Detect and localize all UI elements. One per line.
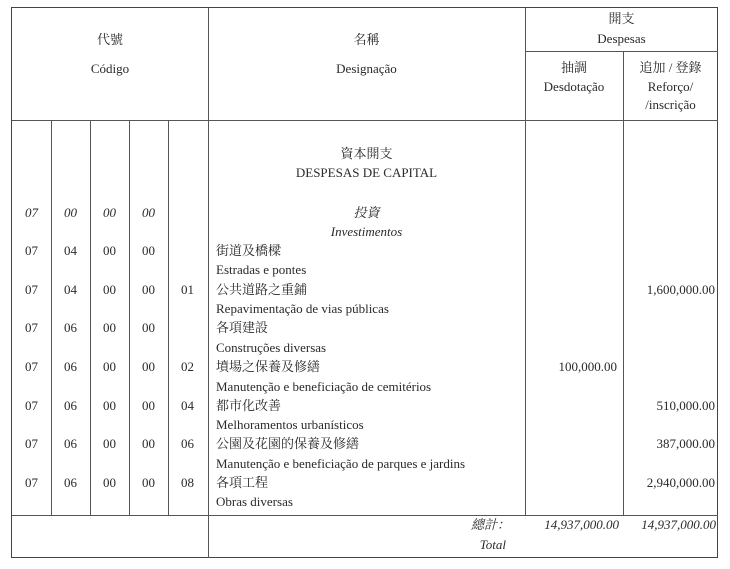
code-cell: 07 — [25, 359, 38, 374]
reforco-value: 1,600,000.00 — [646, 282, 715, 297]
reforco-header-zh: 追加 / 登錄 — [639, 60, 702, 75]
designacao-pt: Repavimentação de vias públicas — [216, 301, 389, 316]
despesas-header-zh: 開支 — [608, 11, 635, 26]
code-cell: 00 — [103, 359, 116, 374]
code-cell: 07 — [25, 320, 38, 335]
code-cell: 07 — [25, 475, 38, 490]
code-cell: 02 — [181, 359, 194, 374]
designacao-zh: 墳場之保養及修繕 — [216, 359, 321, 374]
designacao-zh: 公共道路之重鋪 — [216, 282, 308, 297]
code-col-divider — [90, 120, 91, 515]
code-cell: 04 — [64, 282, 77, 297]
designacao-zh: 街道及橋樑 — [216, 243, 282, 258]
section-title-pt: DESPESAS DE CAPITAL — [295, 165, 438, 180]
total-label-zh: 總計： — [470, 517, 510, 532]
designacao-pt: Estradas e pontes — [216, 262, 307, 277]
code-cell: 00 — [103, 320, 116, 335]
designacao-pt: Construções diversas — [216, 340, 327, 355]
code-col-divider — [129, 120, 130, 515]
code-col-divider — [168, 120, 169, 515]
total-desdotacao: 14,937,000.00 — [544, 517, 619, 532]
despesas-rule — [525, 51, 718, 52]
reforco-header-pt2: /inscrição — [645, 97, 696, 112]
desdotacao-header-pt: Desdotação — [543, 79, 605, 94]
designacao-pt: Manutenção e beneficiação de cemitérios — [216, 379, 432, 394]
code-cell: 00 — [142, 205, 155, 220]
desdotacao-header-zh: 抽調 — [560, 60, 587, 75]
code-cell: 00 — [103, 205, 116, 220]
code-cell: 07 — [25, 205, 38, 220]
code-cell: 00 — [103, 243, 116, 258]
section-title-zh: 資本開支 — [340, 146, 393, 161]
code-cell: 04 — [181, 398, 194, 413]
designacao-header-pt: Designação — [336, 61, 397, 76]
codigo-header-zh: 代號 — [96, 32, 123, 47]
code-cell: 00 — [142, 475, 155, 490]
code-cell: 06 — [181, 436, 194, 451]
code-cell: 01 — [181, 282, 194, 297]
code-cell: 00 — [103, 475, 116, 490]
col-divider — [208, 8, 209, 558]
code-cell: 04 — [64, 243, 77, 258]
code-cell: 00 — [103, 398, 116, 413]
designacao-zh: 各項建設 — [216, 320, 269, 335]
desdotacao-value: 100,000.00 — [558, 359, 617, 374]
reforco-value: 510,000.00 — [656, 398, 715, 413]
designacao-pt: Melhoramentos urbanísticos — [216, 417, 364, 432]
designacao-zh: 公園及花園的保養及修繕 — [216, 436, 360, 451]
designacao-zh: 投資 — [353, 205, 380, 220]
reforco-value: 387,000.00 — [656, 436, 715, 451]
codigo-header-pt: Código — [90, 61, 130, 76]
code-cell: 06 — [64, 359, 77, 374]
code-cell: 00 — [142, 243, 155, 258]
reforco-value: 2,940,000.00 — [646, 475, 715, 490]
total-label-pt: Total — [479, 537, 506, 552]
code-cell: 06 — [64, 320, 77, 335]
total-rule — [12, 515, 718, 516]
code-cell: 00 — [142, 282, 155, 297]
code-cell: 07 — [25, 243, 38, 258]
code-cell: 07 — [25, 398, 38, 413]
code-cell: 00 — [64, 205, 77, 220]
designacao-header-zh: 名稱 — [353, 32, 380, 47]
code-cell: 00 — [142, 436, 155, 451]
total-reforco: 14,937,000.00 — [641, 517, 716, 532]
code-cell: 00 — [103, 282, 116, 297]
designacao-zh: 各項工程 — [216, 475, 269, 490]
code-cell: 08 — [181, 475, 194, 490]
code-col-divider — [51, 120, 52, 515]
header-rule — [12, 120, 718, 121]
code-cell: 00 — [142, 359, 155, 374]
code-cell: 00 — [142, 320, 155, 335]
code-cell: 07 — [25, 436, 38, 451]
code-cell: 00 — [142, 398, 155, 413]
code-cell: 07 — [25, 282, 38, 297]
designacao-zh: 都市化改善 — [216, 398, 282, 413]
reforco-header-pt1: Reforço/ — [647, 79, 694, 94]
code-cell: 06 — [64, 398, 77, 413]
code-cell: 06 — [64, 475, 77, 490]
code-cell: 06 — [64, 436, 77, 451]
designacao-pt: Investimentos — [330, 224, 403, 239]
designacao-pt: Obras diversas — [216, 494, 293, 509]
designacao-pt: Manutenção e beneficiação de parques e jardins — [216, 456, 466, 471]
code-cell: 00 — [103, 436, 116, 451]
despesas-header-pt: Despesas — [597, 31, 646, 46]
